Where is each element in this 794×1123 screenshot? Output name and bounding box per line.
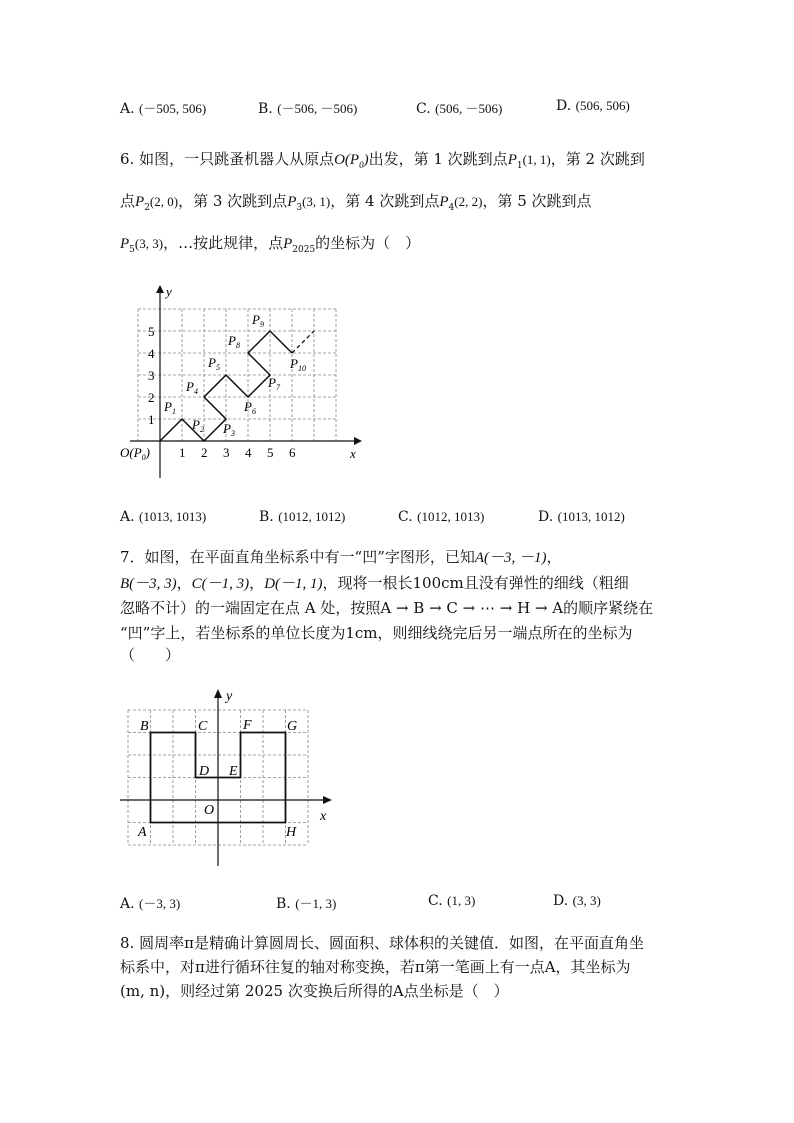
q7-line-4: “凹”字上，若坐标系的单位长度为1cm，则细线绕完后另一端点所在的坐标为 [120,624,633,642]
point-label-p10: $P_{10}$ [290,356,306,373]
q6-option-a[interactable]: A. (1013, 1013) [120,509,207,525]
q7-option-c[interactable]: C. (1, 3) [428,893,476,909]
y-axis-arrow [214,689,222,698]
y-axis-arrow [156,285,164,293]
q8-line-1: 8. 圆周率π是精确计算圆周长、圆面积、球体积的关键值．如图，在平面直角坐 [120,934,644,952]
y-tick: 4 [148,346,155,361]
x-axis-arrow [354,437,362,445]
q5-option-a[interactable]: A. (－505, 506) [120,101,207,117]
x-tick: 6 [289,445,296,460]
point-label-h: H [286,825,297,840]
point-label-p1: $P_1$ [164,399,176,416]
point-label-f: F [243,718,252,733]
point-label-a: A [138,825,147,840]
q6-option-c[interactable]: C. (1012, 1013) [398,509,485,525]
x-axis-label: x [320,809,327,824]
q6-line-2: 点$P_2(2$, 0)，第 3 次跳到点$P_3(3$, 1)，第 4 次跳到点$P_4(2$, 2)，第 5 次跳到点 [120,192,592,213]
q7-figure [120,684,340,869]
x-axis-label: x [350,446,356,461]
y-axis-label: y [166,284,172,299]
point-label-g: G [287,719,298,734]
x-tick: 2 [201,445,208,460]
q7-line-3: 忽略不计）的一端固定在点 A 处，按照A → B → C → ⋯ → H → A的顺序紧绕在 [120,599,654,617]
q5-option-d[interactable]: D. (506, 506) [556,98,630,114]
point-label-p3: $P_3$ [223,421,235,438]
point-label-p8: $P_8$ [228,333,240,350]
q5-option-c[interactable]: C. (506, －506) [416,101,503,117]
point-label-p6: $P_6$ [244,399,256,416]
y-tick: 5 [148,324,155,339]
q6-figure [110,280,370,480]
q6-option-b[interactable]: B. (1012, 1012) [259,509,346,525]
q6-option-d[interactable]: D. (1013, 1012) [538,509,625,525]
point-label-p2: $P_2$ [192,417,204,434]
q7-option-a[interactable]: A. (－3, 3) [120,896,181,912]
q6-line-3: $P_5(3$, 3)，…按此规律，点$P_{2025}$的坐标为（ ） [120,234,421,255]
q8-line-3: (m, n)，则经过第 2025 次变换后所得的A点坐标是（ ） [120,982,509,1000]
q7-line-2: B(－3, 3)，C(－1, 3)，D(－1, 1)，现将一根长100cm且没有弹性的细线（粗细 [120,574,629,592]
y-axis-label: y [226,689,233,704]
x-tick: 1 [179,445,186,460]
q6-line-1: 6. 如图，一只跳蚤机器人从原点$O(P_0)$出发，第 1 次跳到点$P_1(1$, 1)，第 2 次跳到 [120,150,645,171]
q7-line-1: 7．如图，在平面直角坐标系中有一“凹”字图形，已知A(－3, －1)， [120,548,562,566]
point-label-e: E [229,764,238,779]
x-tick: 4 [245,445,252,460]
q5-option-b[interactable]: B. (－506, －506) [258,101,358,117]
x-tick: 3 [223,445,230,460]
origin-label: O [204,803,215,818]
point-label-c: C [198,719,208,734]
x-axis-arrow [323,796,332,804]
q8-line-2: 标系中，对π进行循环往复的轴对称变换，若π第一笔画上有一点A，其坐标为 [120,958,631,976]
point-label-b: B [140,719,149,734]
origin-label: $O(P_0)$ [120,445,151,462]
point-label-p4: $P_4$ [186,379,198,396]
point-label-d: D [199,764,210,779]
q7-option-b[interactable]: B. (－1, 3) [276,896,337,912]
q7-option-d[interactable]: D. (3, 3) [553,893,601,909]
q7-line-5: （ ） [120,646,181,664]
y-tick: 1 [148,412,155,427]
jump-path-continuation [292,331,314,353]
y-tick: 2 [148,390,155,405]
point-label-p9: $P_9$ [252,312,264,329]
y-tick: 3 [148,368,155,383]
point-label-p5: $P_5$ [208,355,220,372]
point-label-p7: $P_7$ [268,375,280,392]
x-tick: 5 [267,445,274,460]
grid [138,309,336,441]
